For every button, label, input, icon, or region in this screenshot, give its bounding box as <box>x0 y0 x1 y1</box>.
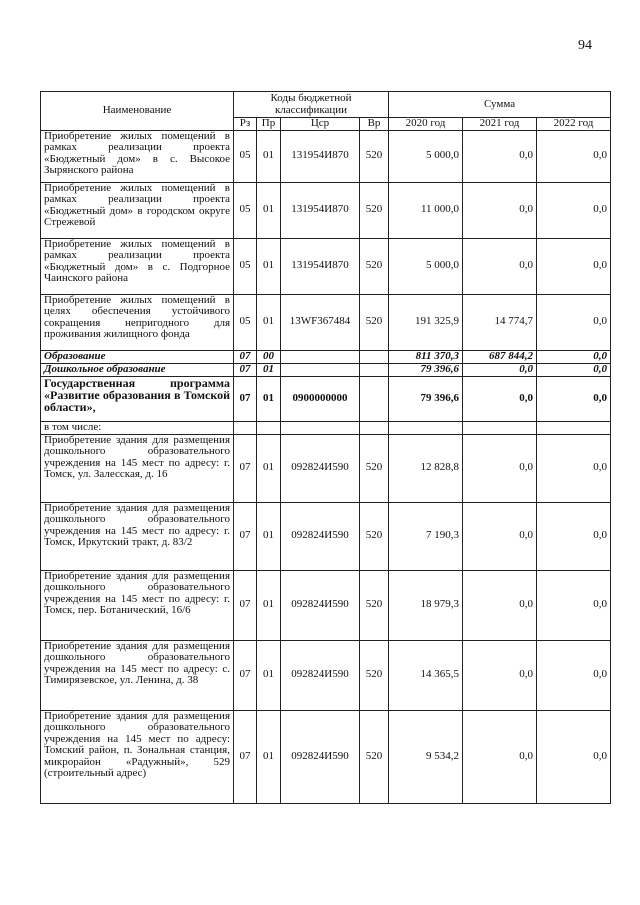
cell-pr: 01 <box>257 376 281 421</box>
cell-rz: 07 <box>234 434 257 502</box>
cell-name: Приобретение здания для размещения дошкольного образовательного учреждения на 145 мест по адресу: Томский район, п. Зональная станция, микрорайон «Радужный», 529 (строительный адрес) <box>41 710 234 803</box>
cell-csr <box>281 421 360 434</box>
cell-2020: 79 396,6 <box>389 376 463 421</box>
cell-rz: 07 <box>234 363 257 376</box>
cell-name: Приобретение здания для размещения дошкольного образовательного учреждения на 145 мест по адресу: г. Томск, Иркутский тракт, д. 83/2 <box>41 502 234 570</box>
cell-rz: 07 <box>234 502 257 570</box>
cell-rz: 05 <box>234 238 257 294</box>
table-row <box>41 350 611 363</box>
cell-name: Приобретение жилых помещений в рамках реализации проекта «Бюджетный дом» в с. Подгорное Чаинского района <box>41 238 234 294</box>
cell-2021: 0,0 <box>463 570 537 640</box>
cell-vr: 520 <box>360 182 389 238</box>
cell-2020: 5 000,0 <box>389 238 463 294</box>
cell-2021: 0,0 <box>463 710 537 803</box>
cell-2022: 0,0 <box>537 570 611 640</box>
cell-pr: 01 <box>257 570 281 640</box>
cell-csr: 092824И590 <box>281 640 360 710</box>
cell-2022: 0,0 <box>537 294 611 350</box>
table-row <box>41 182 611 238</box>
header-sum: Сумма <box>389 92 611 118</box>
header-csr: Цср <box>281 118 360 131</box>
cell-2021: 0,0 <box>463 238 537 294</box>
cell-name: в том числе: <box>41 421 234 434</box>
cell-vr: 520 <box>360 130 389 182</box>
cell-2022: 0,0 <box>537 434 611 502</box>
table-row <box>41 710 611 803</box>
cell-2020: 5 000,0 <box>389 130 463 182</box>
cell-2022: 0,0 <box>537 502 611 570</box>
cell-rz: 05 <box>234 130 257 182</box>
cell-pr: 01 <box>257 130 281 182</box>
cell-pr: 01 <box>257 640 281 710</box>
budget-table <box>40 91 611 804</box>
table-row <box>41 502 611 570</box>
cell-csr: 131954И870 <box>281 130 360 182</box>
cell-rz: 07 <box>234 376 257 421</box>
cell-pr: 01 <box>257 294 281 350</box>
cell-vr: 520 <box>360 570 389 640</box>
cell-csr: 092824И590 <box>281 570 360 640</box>
cell-rz: 07 <box>234 640 257 710</box>
cell-pr: 01 <box>257 363 281 376</box>
table-body <box>41 130 611 803</box>
table-row <box>41 294 611 350</box>
header-pr: Пр <box>257 118 281 131</box>
cell-2022: 0,0 <box>537 376 611 421</box>
cell-pr: 01 <box>257 238 281 294</box>
cell-2020: 18 979,3 <box>389 570 463 640</box>
cell-2021: 0,0 <box>463 376 537 421</box>
header-rz: Рз <box>234 118 257 131</box>
cell-2022: 0,0 <box>537 238 611 294</box>
cell-csr: 131954И870 <box>281 238 360 294</box>
cell-vr: 520 <box>360 294 389 350</box>
cell-name: Приобретение жилых помещений в целях обеспечения устойчивого сокращения непригодного для проживания жилищного фонда <box>41 294 234 350</box>
cell-2021: 0,0 <box>463 640 537 710</box>
cell-vr: 520 <box>360 434 389 502</box>
cell-vr <box>360 421 389 434</box>
cell-name: Образование <box>41 350 234 363</box>
page-number: 94 <box>578 38 592 53</box>
cell-2022: 0,0 <box>537 182 611 238</box>
cell-csr: 092824И590 <box>281 502 360 570</box>
cell-vr: 520 <box>360 502 389 570</box>
cell-rz: 07 <box>234 710 257 803</box>
cell-pr: 00 <box>257 350 281 363</box>
cell-2020: 811 370,3 <box>389 350 463 363</box>
cell-2022: 0,0 <box>537 710 611 803</box>
cell-rz: 05 <box>234 182 257 238</box>
cell-vr: 520 <box>360 710 389 803</box>
cell-2020: 7 190,3 <box>389 502 463 570</box>
cell-csr <box>281 363 360 376</box>
cell-pr: 01 <box>257 182 281 238</box>
cell-csr: 092824И590 <box>281 434 360 502</box>
cell-2020: 12 828,8 <box>389 434 463 502</box>
cell-name: Дошкольное образование <box>41 363 234 376</box>
cell-2022: 0,0 <box>537 350 611 363</box>
cell-csr: 13WF367484 <box>281 294 360 350</box>
header-vr: Вр <box>360 118 389 131</box>
cell-pr: 01 <box>257 502 281 570</box>
cell-csr <box>281 350 360 363</box>
header-codes: Коды бюджетной классификации <box>234 92 389 118</box>
cell-2021: 0,0 <box>463 182 537 238</box>
cell-name: Приобретение жилых помещений в рамках реализации проекта «Бюджетный дом» в городском округе Стрежевой <box>41 182 234 238</box>
cell-vr <box>360 376 389 421</box>
cell-rz: 07 <box>234 350 257 363</box>
cell-vr: 520 <box>360 640 389 710</box>
cell-2021: 0,0 <box>463 502 537 570</box>
cell-vr <box>360 350 389 363</box>
cell-pr <box>257 421 281 434</box>
cell-name: Приобретение здания для размещения дошкольного образовательного учреждения на 145 мест по адресу: г. Томск, пер. Ботанический, 16/6 <box>41 570 234 640</box>
cell-2021 <box>463 421 537 434</box>
header-2022: 2022 год <box>537 118 611 131</box>
cell-2022 <box>537 421 611 434</box>
table-row <box>41 640 611 710</box>
header-2020: 2020 год <box>389 118 463 131</box>
cell-2020: 191 325,9 <box>389 294 463 350</box>
cell-2020 <box>389 421 463 434</box>
cell-name: Приобретение жилых помещений в рамках реализации проекта «Бюджетный дом» в с. Высокое Зырянского района <box>41 130 234 182</box>
cell-2022: 0,0 <box>537 130 611 182</box>
header-2021: 2021 год <box>463 118 537 131</box>
cell-csr: 0900000000 <box>281 376 360 421</box>
cell-name: Государственная программа «Развитие образования в Томской области», <box>41 376 234 421</box>
table-row <box>41 376 611 421</box>
cell-rz <box>234 421 257 434</box>
cell-2021: 0,0 <box>463 434 537 502</box>
cell-vr: 520 <box>360 238 389 294</box>
cell-name: Приобретение здания для размещения дошкольного образовательного учреждения на 145 мест по адресу: с. Тимирязевское, ул. Ленина, д. 38 <box>41 640 234 710</box>
cell-2022: 0,0 <box>537 640 611 710</box>
cell-name: Приобретение здания для размещения дошкольного образовательного учреждения на 145 мест по адресу: г. Томск, ул. Залесская, д. 16 <box>41 434 234 502</box>
cell-2020: 11 000,0 <box>389 182 463 238</box>
cell-csr: 131954И870 <box>281 182 360 238</box>
cell-2020: 9 534,2 <box>389 710 463 803</box>
table-row <box>41 238 611 294</box>
cell-pr: 01 <box>257 710 281 803</box>
cell-rz: 05 <box>234 294 257 350</box>
cell-2020: 14 365,5 <box>389 640 463 710</box>
table-row <box>41 434 611 502</box>
cell-2021: 687 844,2 <box>463 350 537 363</box>
cell-2021: 0,0 <box>463 130 537 182</box>
table-row <box>41 570 611 640</box>
table-row <box>41 421 611 434</box>
cell-2021: 14 774,7 <box>463 294 537 350</box>
cell-2021: 0,0 <box>463 363 537 376</box>
cell-rz: 07 <box>234 570 257 640</box>
header-name: Наименование <box>41 92 234 131</box>
table-row <box>41 130 611 182</box>
cell-2020: 79 396,6 <box>389 363 463 376</box>
table-row <box>41 363 611 376</box>
cell-vr <box>360 363 389 376</box>
cell-2022: 0,0 <box>537 363 611 376</box>
cell-csr: 092824И590 <box>281 710 360 803</box>
cell-pr: 01 <box>257 434 281 502</box>
